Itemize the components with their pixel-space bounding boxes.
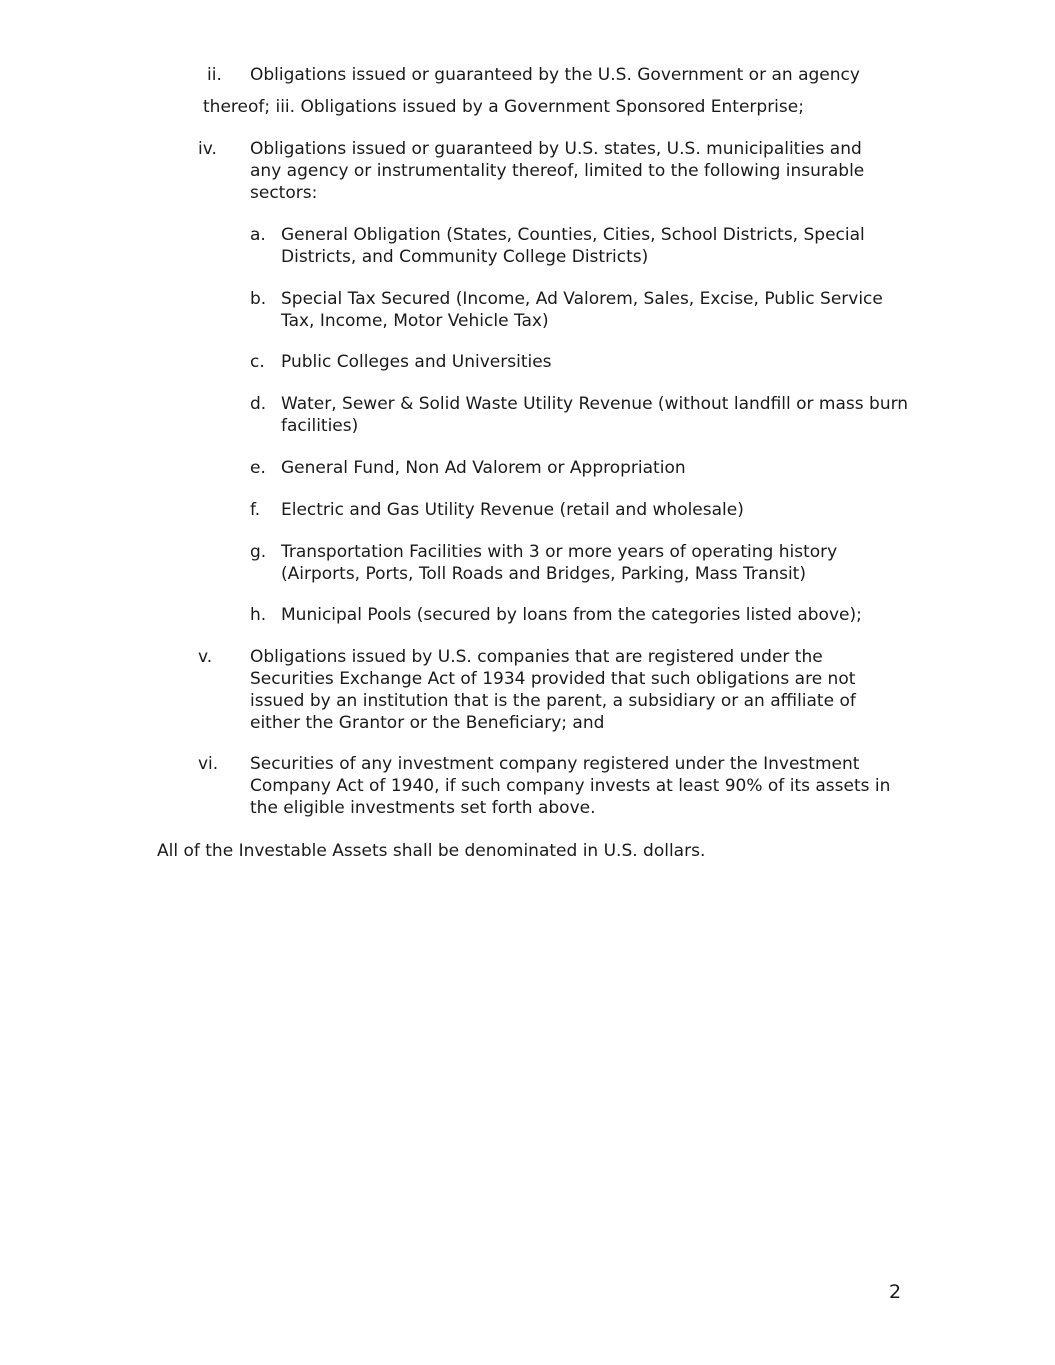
item-iv-line-2: any agency or instrumentality thereof, limited to the following insurable [250, 161, 865, 181]
list-marker-g: g. [250, 542, 267, 562]
item-g-line-2: (Airports, Ports, Toll Roads and Bridges, Parking, Mass Transit) [281, 564, 806, 584]
item-v-line-4: either the Grantor or the Beneficiary; and [250, 713, 605, 733]
item-d-line-1: Water, Sewer & Solid Waste Utility Revenue (without landfill or mass burn [281, 394, 909, 414]
item-ii-line-1: Obligations issued or guaranteed by the U.S. Government or an agency [250, 65, 860, 85]
item-d-line-2: facilities) [281, 416, 359, 436]
item-f-line-1: Electric and Gas Utility Revenue (retail and wholesale) [281, 500, 744, 520]
item-vi-line-2: Company Act of 1940, if such company invests at least 90% of its assets in [250, 776, 891, 796]
item-vi-line-3: the eligible investments set forth above. [250, 798, 596, 818]
list-marker-c: c. [250, 352, 265, 372]
list-marker-b: b. [250, 289, 267, 309]
item-b-line-2: Tax, Income, Motor Vehicle Tax) [281, 311, 549, 331]
item-h-line-1: Municipal Pools (secured by loans from the categories listed above); [281, 605, 862, 625]
list-marker-a: a. [250, 225, 266, 245]
item-b-line-1: Special Tax Secured (Income, Ad Valorem, Sales, Excise, Public Service [281, 289, 883, 309]
item-v-line-2: Securities Exchange Act of 1934 provided that such obligations are not [250, 669, 856, 689]
item-iii-line-1: thereof; iii. Obligations issued by a Government Sponsored Enterprise; [203, 97, 804, 117]
item-iv-line-1: Obligations issued or guaranteed by U.S. states, U.S. municipalities and [250, 139, 862, 159]
list-marker-f: f. [250, 500, 261, 520]
list-marker-ii: ii. [207, 65, 222, 85]
item-iv-line-3: sectors: [250, 183, 318, 203]
list-marker-h: h. [250, 605, 267, 625]
item-e-line-1: General Fund, Non Ad Valorem or Appropriation [281, 458, 686, 478]
item-vi-line-1: Securities of any investment company registered under the Investment [250, 754, 860, 774]
item-g-line-1: Transportation Facilities with 3 or more years of operating history [281, 542, 838, 562]
item-v-line-3: issued by an institution that is the parent, a subsidiary or an affiliate of [250, 691, 856, 711]
list-marker-vi: vi. [198, 754, 219, 774]
page-number: 2 [889, 1281, 902, 1303]
list-marker-iv: iv. [198, 139, 217, 159]
item-c-line-1: Public Colleges and Universities [281, 352, 552, 372]
item-a-line-1: General Obligation (States, Counties, Cities, School Districts, Special [281, 225, 865, 245]
list-marker-d: d. [250, 394, 267, 414]
list-marker-v: v. [198, 647, 213, 667]
item-v-line-1: Obligations issued by U.S. companies that are registered under the [250, 647, 823, 667]
closing-paragraph: All of the Investable Assets shall be denominated in U.S. dollars. [157, 841, 706, 861]
list-marker-e: e. [250, 458, 266, 478]
item-a-line-2: Districts, and Community College Districts) [281, 247, 649, 267]
